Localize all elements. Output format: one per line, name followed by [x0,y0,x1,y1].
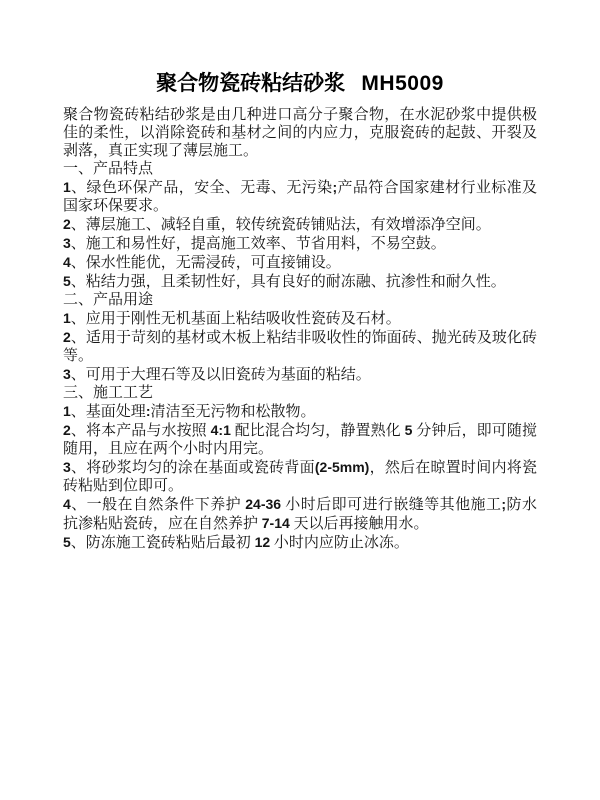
process-item-4: 4、一般在自然条件下养护 24-36 小时后即可进行嵌缝等其他施工;防水抗渗粘贴瓷砖，应在自然养护 7-14 天以后再接触用水。 [63,496,537,532]
process-item-3: 3、将砂浆均匀的涂在基面或瓷砖背面(2-5mm)，然后在晾置时间内将瓷砖粘贴到位即可。 [63,459,537,494]
use-item-1: 1、应用于刚性无机基面上粘结吸收性瓷砖及石材。 [63,310,401,327]
feature-item-2: 2、薄层施工、减轻自重，较传统瓷砖铺贴法，有效增添净空间。 [63,216,491,233]
process-item-5: 5、防冻施工瓷砖粘贴后最初 12 小时内应防止冰冻。 [63,534,409,551]
doc-title-text: 聚合物瓷砖粘结砂浆 [156,71,346,95]
feature-item-3: 3、施工和易性好，提高施工效率、节省用料，不易空鼓。 [63,235,446,252]
section-heading-process: 三、施工工艺 [63,385,154,401]
doc-title [63,70,537,97]
doc-title-code: MH5009 [361,72,444,95]
process-item-1: 1、基面处理:清洁至无污物和松散物。 [63,403,316,420]
use-item-2: 2、适用于苛刻的基材或木板上粘结非吸收性的饰面砖、抛光砖及玻化砖等。 [63,329,537,364]
section-heading-uses: 二、产品用途 [63,292,154,308]
feature-item-5: 5、粘结力强，且柔韧性好，具有良好的耐冻融、抗渗性和耐久性。 [63,273,506,290]
intro-paragraph: 聚合物瓷砖粘结砂浆是由几种进口高分子聚合物，在水泥砂浆中提供极佳的柔性，以消除瓷砖和基材之间的内应力，克服瓷砖的起鼓、开裂及剥落，真正实现了薄层施工。 [63,107,537,159]
feature-item-1: 1、绿色环保产品，安全、无毒、无污染;产品符合国家建材行业标准及国家环保要求。 [63,179,537,214]
feature-item-4: 4、保水性能优，无需浸砖，可直接铺设。 [63,254,341,271]
section-heading-features: 一、产品特点 [63,161,154,177]
process-item-2: 2、将本产品与水按照 4:1 配比混合均匀，静置熟化 5 分钟后，即可随搅随用，且应在两个小时内用完。 [63,422,537,457]
use-item-3: 3、可用于大理石等及以旧瓷砖为基面的粘结。 [63,366,371,383]
